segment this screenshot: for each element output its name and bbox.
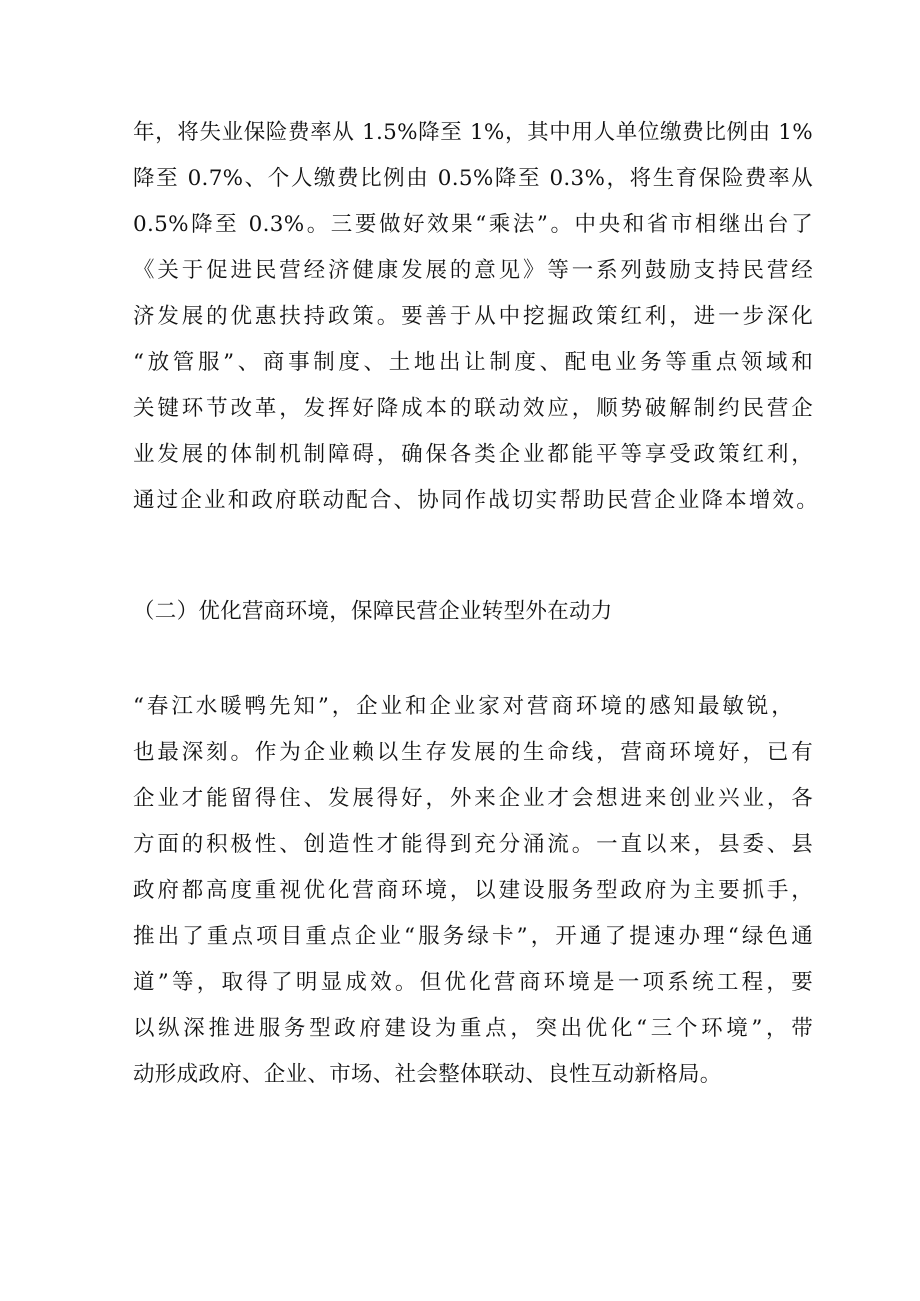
text-line: 年，将失业保险费率从 1.5%降至 1%，其中用人单位缴费比例由 1% bbox=[133, 120, 813, 145]
text-line: 关键环节改革，发挥好降成本的联动效应，顺势破解制约民营企 bbox=[133, 396, 813, 421]
text-line: “放管服”、商事制度、土地出让制度、配电业务等重点领域和 bbox=[133, 350, 813, 375]
text-line: 也最深刻。作为企业赖以生存发展的生命线，营商环境好，已有 bbox=[133, 740, 813, 765]
text-line: 方面的积极性、创造性才能得到充分涌流。一直以来，县委、县 bbox=[133, 832, 813, 857]
section-heading: （二）优化营商环境，保障民营企业转型外在动力 bbox=[133, 599, 613, 624]
text-line: 政府都高度重视优化营商环境，以建设服务型政府为主要抓手， bbox=[133, 878, 813, 903]
text-line: 通过企业和政府联动配合、协同作战切实帮助民营企业降本增效。 bbox=[133, 488, 818, 513]
text-line: 0.5%降至 0.3%。三要做好效果“乘法”。中央和省市相继出台了 bbox=[133, 212, 813, 237]
text-line: 道”等，取得了明显成效。但优化营商环境是一项系统工程，要 bbox=[133, 970, 813, 995]
text-line: “春江水暖鸭先知”，企业和企业家对营商环境的感知最敏锐， bbox=[133, 694, 793, 719]
text-line: 《关于促进民营经济健康发展的意见》等一系列鼓励支持民营经 bbox=[133, 258, 813, 283]
text-line: 降至 0.7%、个人缴费比例由 0.5%降至 0.3%，将生育保险费率从 bbox=[133, 166, 813, 191]
text-line: 企业才能留得住、发展得好，外来企业才会想进来创业兴业，各 bbox=[133, 786, 813, 811]
text-line: 业发展的体制机制障碍，确保各类企业都能平等享受政策红利， bbox=[133, 442, 813, 467]
text-line: 济发展的优惠扶持政策。要善于从中挖掘政策红利，进一步深化 bbox=[133, 304, 813, 329]
text-line: 以纵深推进服务型政府建设为重点，突出优化“三个环境”，带 bbox=[133, 1016, 813, 1041]
text-line: 动形成政府、企业、市场、社会整体联动、良性互动新格局。 bbox=[133, 1062, 722, 1087]
text-line: 推出了重点项目重点企业“服务绿卡”，开通了提速办理“绿色通 bbox=[133, 924, 813, 949]
